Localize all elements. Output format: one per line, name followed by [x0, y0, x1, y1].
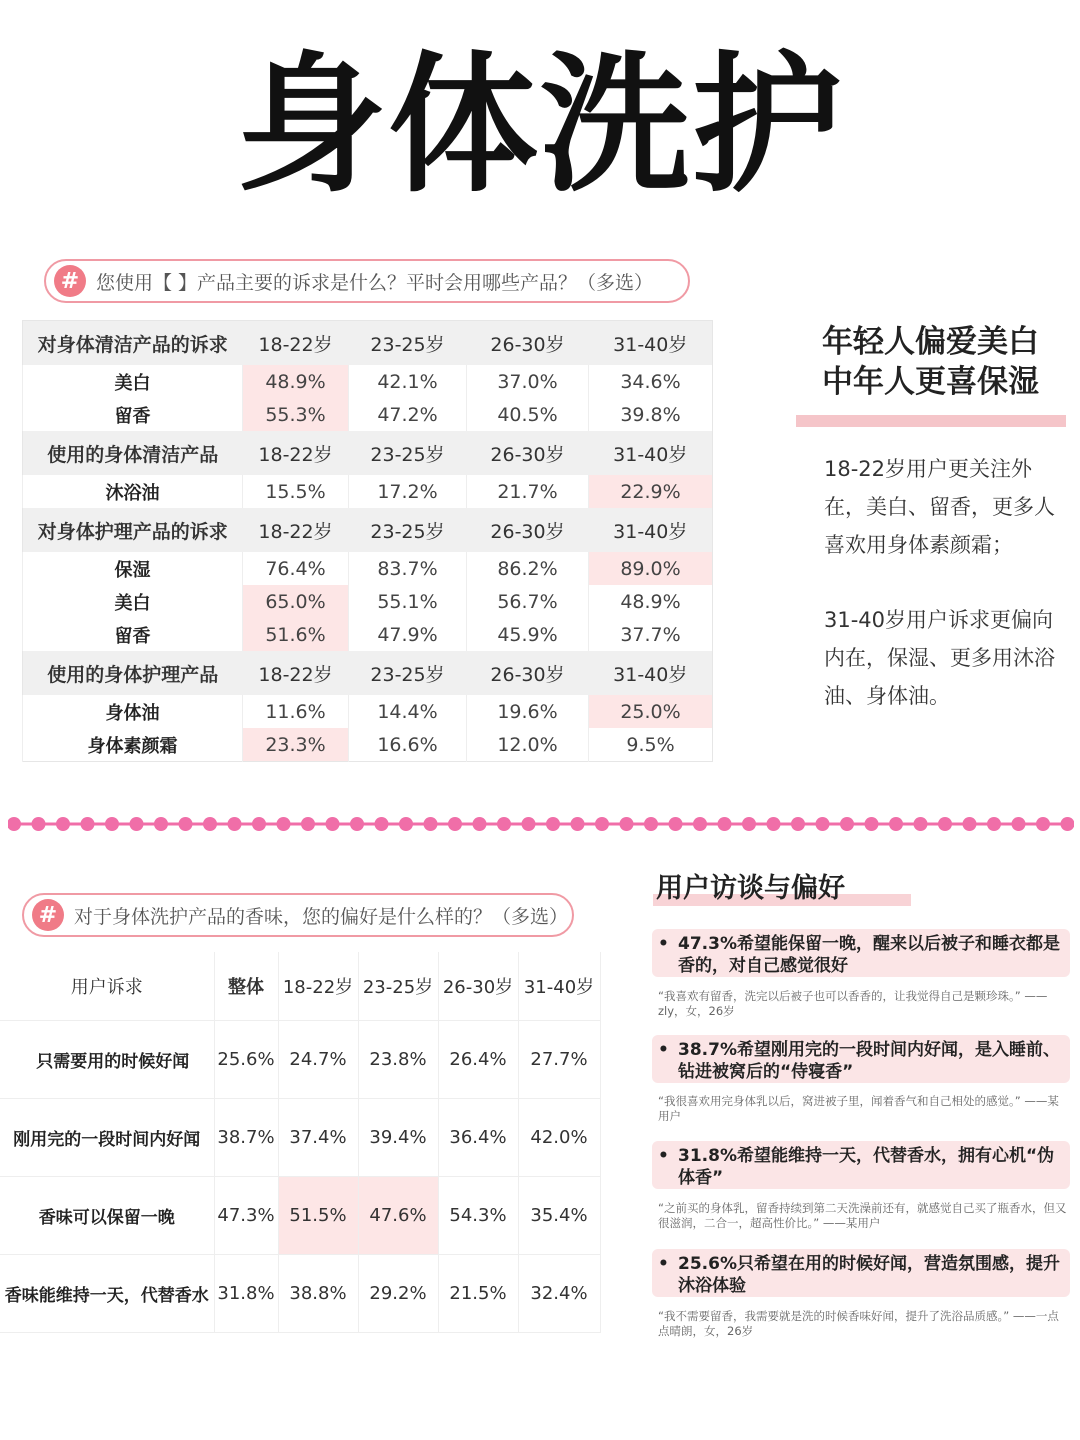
age-column-header: 23-25岁	[349, 431, 467, 475]
hashtag-icon: #	[32, 899, 64, 931]
divider-dot	[963, 817, 977, 831]
percent-cell: 11.6%	[243, 695, 349, 728]
column-header-demand: 用户诉求	[0, 952, 214, 1021]
divider-dot	[252, 817, 266, 831]
percent-cell: 19.6%	[467, 695, 589, 728]
age-column-header: 18-22岁	[243, 651, 349, 695]
percent-cell: 47.2%	[349, 398, 467, 431]
divider-dot	[473, 817, 487, 831]
percent-cell: 29.2%	[358, 1255, 438, 1333]
percent-cell: 65.0%	[243, 585, 349, 618]
divider-dot	[179, 817, 193, 831]
percent-cell: 14.4%	[349, 695, 467, 728]
table-row	[23, 585, 713, 618]
bullet-icon: •	[658, 1146, 669, 1166]
age-column-header: 31-40岁	[589, 431, 713, 475]
divider-dot	[375, 817, 389, 831]
divider-dot	[1036, 817, 1050, 831]
row-label: 保湿	[23, 552, 243, 585]
divider-dot	[914, 817, 928, 831]
interview-point-1: • 47.3%希望能保留一晚，醒来以后被子和睡衣都是香的，对自己感觉很好	[652, 929, 1070, 977]
divider-dot	[301, 817, 315, 831]
percent-cell: 31.8%	[214, 1255, 278, 1333]
interview-point-3: • 31.8%希望能维持一天，代替香水，拥有心机“伪体香”	[652, 1141, 1070, 1189]
percent-cell: 39.8%	[589, 398, 713, 431]
divider-dot	[571, 817, 585, 831]
column-header: 31-40岁	[518, 952, 600, 1021]
interview-heading: 用户访谈与偏好	[656, 873, 845, 904]
percent-cell: 47.3%	[214, 1177, 278, 1255]
age-column-header: 23-25岁	[349, 508, 467, 552]
question-2-text: 对于身体洗护产品的香味，您的偏好是什么样的？（多选）	[74, 905, 569, 928]
table-header-row	[0, 952, 600, 1021]
percent-cell: 39.4%	[358, 1099, 438, 1177]
divider-dot	[154, 817, 168, 831]
divider-dot	[791, 817, 805, 831]
table-row	[23, 552, 713, 585]
table-row	[0, 1255, 600, 1333]
interview-point-4: • 25.6%只希望在用的时候好闻，营造氛围感，提升沐浴体验	[652, 1249, 1070, 1297]
age-preference-table	[22, 320, 713, 762]
divider-dot	[595, 817, 609, 831]
divider-dot	[56, 817, 70, 831]
divider-dot	[767, 817, 781, 831]
percent-cell: 37.0%	[467, 365, 589, 398]
dotted-divider	[8, 815, 1074, 833]
percent-cell: 23.8%	[358, 1021, 438, 1099]
table-row	[23, 398, 713, 431]
column-header: 23-25岁	[358, 952, 438, 1021]
percent-cell: 55.3%	[243, 398, 349, 431]
divider-dot	[399, 817, 413, 831]
divider-dot	[8, 817, 21, 831]
row-label: 香味能维持一天，代替香水	[0, 1255, 214, 1333]
interview-point-2: • 38.7%希望刚用完的一段时间内好闻，是入睡前、钻进被窝后的“侍寝香”	[652, 1035, 1070, 1083]
percent-cell: 9.5%	[589, 728, 713, 762]
percent-cell: 38.8%	[278, 1255, 358, 1333]
percent-cell: 16.6%	[349, 728, 467, 762]
table-row	[23, 475, 713, 508]
row-label: 只需要用的时候好闻	[0, 1021, 214, 1099]
page-title: 身体洗护	[235, 37, 844, 213]
bullet-icon: •	[658, 1040, 669, 1060]
percent-cell: 22.9%	[589, 475, 713, 508]
divider-dot	[1012, 817, 1026, 831]
divider-dot	[130, 817, 144, 831]
table-row	[0, 1021, 600, 1099]
percent-cell: 51.6%	[243, 618, 349, 651]
age-column-header: 23-25岁	[349, 321, 467, 366]
table-row	[0, 1099, 600, 1177]
question-2-pill	[22, 893, 574, 937]
percent-cell: 45.9%	[467, 618, 589, 651]
divider-dot	[865, 817, 879, 831]
row-label: 香味可以保留一晚	[0, 1177, 214, 1255]
divider-dot	[840, 817, 854, 831]
table-section-header	[23, 431, 713, 475]
percent-cell: 38.7%	[214, 1099, 278, 1177]
percent-cell: 15.5%	[243, 475, 349, 508]
percent-cell: 47.6%	[358, 1177, 438, 1255]
row-label: 美白	[23, 585, 243, 618]
divider-dot	[693, 817, 707, 831]
divider-dot	[987, 817, 1001, 831]
percent-cell: 40.5%	[467, 398, 589, 431]
column-header: 26-30岁	[438, 952, 518, 1021]
percent-cell: 86.2%	[467, 552, 589, 585]
percent-cell: 21.7%	[467, 475, 589, 508]
percent-cell: 51.5%	[278, 1177, 358, 1255]
table-section-header	[23, 321, 713, 366]
divider-dot	[228, 817, 242, 831]
interview-quote-3: “之前买的身体乳，留香持续到第二天洗澡前还有，就感觉自己买了瓶香水，但又很滋润，二合一，超高性价比。” ——某用户	[658, 1201, 1067, 1230]
summary-paragraph-middle: 31-40岁用户诉求更偏向内在，保湿、更多用沐浴油、身体油。	[824, 608, 1055, 708]
divider-dot	[522, 817, 536, 831]
percent-cell: 48.9%	[243, 365, 349, 398]
percent-cell: 24.7%	[278, 1021, 358, 1099]
question-1-text: 您使用【 】产品主要的诉求是什么？平时会用哪些产品？（多选）	[96, 271, 654, 294]
table-row	[23, 728, 713, 762]
age-column-header: 18-22岁	[243, 431, 349, 475]
divider-dot	[105, 817, 119, 831]
age-column-header: 18-22岁	[243, 321, 349, 366]
percent-cell: 83.7%	[349, 552, 467, 585]
bullet-icon: •	[658, 1254, 669, 1274]
percent-cell: 37.4%	[278, 1099, 358, 1177]
section-title: 使用的身体清洁产品	[23, 431, 243, 475]
row-label: 刚用完的一段时间内好闻	[0, 1099, 214, 1177]
interview-quote-1: “我喜欢有留香，洗完以后被子也可以香香的，让我觉得自己是颗珍珠。” ——zly，女，26岁	[658, 989, 1048, 1018]
hashtag-icon: #	[54, 265, 86, 297]
row-label: 身体素颜霜	[23, 728, 243, 762]
age-column-header: 26-30岁	[467, 431, 589, 475]
summary-heading: 年轻人偏爱美白 中年人更喜保湿	[822, 324, 1039, 400]
percent-cell: 37.7%	[589, 618, 713, 651]
percent-cell: 42.1%	[349, 365, 467, 398]
divider-dot	[81, 817, 95, 831]
percent-cell: 56.7%	[467, 585, 589, 618]
percent-cell: 36.4%	[438, 1099, 518, 1177]
divider-dot	[1061, 817, 1075, 831]
table-section-header	[23, 508, 713, 552]
divider-dot	[32, 817, 46, 831]
row-label: 留香	[23, 398, 243, 431]
column-header: 18-22岁	[278, 952, 358, 1021]
divider-dot	[277, 817, 291, 831]
percent-cell: 34.6%	[589, 365, 713, 398]
divider-dot	[742, 817, 756, 831]
divider-dot	[718, 817, 732, 831]
divider-dot	[938, 817, 952, 831]
percent-cell: 27.7%	[518, 1021, 600, 1099]
divider-dot	[497, 817, 511, 831]
percent-cell: 54.3%	[438, 1177, 518, 1255]
age-column-header: 31-40岁	[589, 508, 713, 552]
divider-dot	[546, 817, 560, 831]
column-header: 整体	[214, 952, 278, 1021]
divider-dot	[620, 817, 634, 831]
divider-dot	[424, 817, 438, 831]
age-column-header: 26-30岁	[467, 651, 589, 695]
table-row	[0, 1177, 600, 1255]
percent-cell: 26.4%	[438, 1021, 518, 1099]
percent-cell: 21.5%	[438, 1255, 518, 1333]
row-label: 留香	[23, 618, 243, 651]
percent-cell: 35.4%	[518, 1177, 600, 1255]
row-label: 美白	[23, 365, 243, 398]
bullet-icon: •	[658, 934, 669, 954]
divider-dot	[644, 817, 658, 831]
age-column-header: 31-40岁	[589, 321, 713, 366]
row-label: 沐浴油	[23, 475, 243, 508]
percent-cell: 55.1%	[349, 585, 467, 618]
age-column-header: 26-30岁	[467, 321, 589, 366]
percent-cell: 76.4%	[243, 552, 349, 585]
table-row	[23, 695, 713, 728]
percent-cell: 42.0%	[518, 1099, 600, 1177]
section-title: 使用的身体护理产品	[23, 651, 243, 695]
divider-dot	[350, 817, 364, 831]
percent-cell: 32.4%	[518, 1255, 600, 1333]
percent-cell: 47.9%	[349, 618, 467, 651]
summary-underline	[796, 415, 1066, 427]
table-section-header	[23, 651, 713, 695]
summary-paragraph-young: 18-22岁用户更关注外在，美白、留香，更多人喜欢用身体素颜霜；	[824, 457, 1055, 557]
row-label: 身体油	[23, 695, 243, 728]
divider-dot	[889, 817, 903, 831]
divider-dot	[448, 817, 462, 831]
age-column-header: 23-25岁	[349, 651, 467, 695]
table-row	[23, 365, 713, 398]
percent-cell: 23.3%	[243, 728, 349, 762]
percent-cell: 25.6%	[214, 1021, 278, 1099]
percent-cell: 48.9%	[589, 585, 713, 618]
divider-dot	[326, 817, 340, 831]
percent-cell: 89.0%	[589, 552, 713, 585]
interview-quote-4: “我不需要留香，我需要就是洗的时候香味好闻，提升了洗浴品质感。” ——一点点晴朗，女，26岁	[658, 1309, 1059, 1338]
section-title: 对身体清洁产品的诉求	[23, 321, 243, 366]
percent-cell: 12.0%	[467, 728, 589, 762]
age-column-header: 31-40岁	[589, 651, 713, 695]
percent-cell: 25.0%	[589, 695, 713, 728]
question-1-pill	[44, 259, 690, 303]
age-column-header: 26-30岁	[467, 508, 589, 552]
divider-dot	[816, 817, 830, 831]
divider-dot	[669, 817, 683, 831]
age-column-header: 18-22岁	[243, 508, 349, 552]
divider-dot	[203, 817, 217, 831]
scent-preference-table	[0, 952, 601, 1333]
section-title: 对身体护理产品的诉求	[23, 508, 243, 552]
percent-cell: 17.2%	[349, 475, 467, 508]
table-row	[23, 618, 713, 651]
interview-quote-2: “我很喜欢用完身体乳以后，窝进被子里，闻着香气和自己相处的感觉。” ——某用户	[658, 1094, 1059, 1123]
